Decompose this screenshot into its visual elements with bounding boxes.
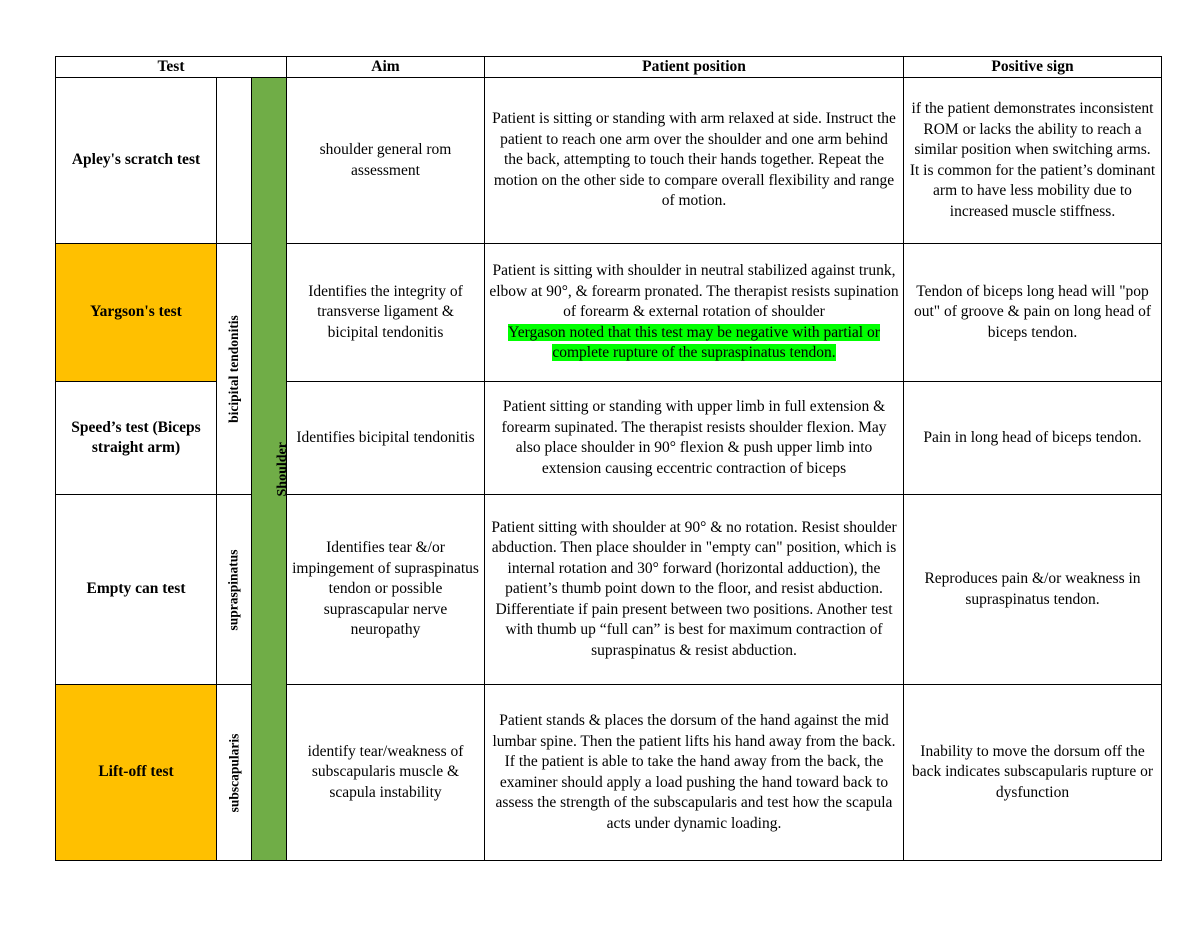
positive-sign-cell: Tendon of biceps long head will "pop out" of groove & pain on long head of biceps tendon.: [904, 244, 1162, 382]
positive-sign-cell: Inability to move the dorsum off the back indicates subscapularis rupture or dysfunction: [904, 685, 1162, 861]
aim-cell: shoulder general rom assessment: [287, 78, 485, 244]
table-row: [56, 495, 1162, 685]
muscle-cell-empty: [217, 78, 252, 244]
header-positive-sign: Positive sign: [904, 57, 1162, 78]
position-cell: [485, 244, 904, 382]
aim-cell: Identifies bicipital tendonitis: [287, 382, 485, 495]
table-row: [56, 685, 1162, 861]
header-test: Test: [56, 57, 287, 78]
muscle-label: supraspinatus: [226, 548, 242, 631]
position-cell: Patient is sitting or standing with arm relaxed at side. Instruct the patient to reach one arm over the shoulder and one arm behind the back, attempting to touch their hands together. Repeat the motion on the other side to compare overall flexibility and range of motion.: [485, 78, 904, 244]
position-cell: Patient stands & places the dorsum of the hand against the mid lumbar spine. Then the patient lifts his hand away from the back. If the patient is able to take the hand away from the back, the examiner should apply a load pushing the hand toward back to assess the strength of the subscapularis and test how the scapula acts under dynamic loading.: [485, 685, 904, 861]
muscle-label: subscapularis: [226, 733, 241, 812]
region-cell: [252, 78, 290, 861]
muscle-cell: [217, 244, 252, 495]
position-highlight-note: Yergason noted that this test may be negative with partial or complete rupture of the supraspinatus tendon.: [508, 323, 880, 362]
region-label: Shoulder: [274, 442, 290, 497]
header-row: [56, 57, 1162, 78]
positive-sign-cell: if the patient demonstrates inconsistent ROM or lacks the ability to reach a similar position when switching arms. It is common for the patient’s dominant arm to have less mobility due to increased muscle stiffness.: [904, 78, 1162, 244]
position-cell: Patient sitting with shoulder at 90° & no rotation. Resist shoulder abduction. Then place shoulder in "empty can" position, which is internal rotation and 30° forward (horizontal adduction), the patient’s thumb point down to the floor, and resist abduction. Differentiate if pain present between two positions. Another test with thumb up “full can” is best for maximum contraction of supraspinatus & resist abduction.: [485, 495, 904, 685]
header-aim: Aim: [287, 57, 485, 78]
clinical-tests-table: [55, 56, 1162, 861]
test-name-cell: Yargson's test: [56, 244, 217, 382]
aim-cell: Identifies the integrity of transverse ligament & bicipital tendonitis: [287, 244, 485, 382]
position-text: Patient is sitting with shoulder in neutral stabilized against trunk, elbow at 90°, & forearm pronated. The therapist resists supination of forearm & external rotation of shoulder: [489, 262, 899, 321]
test-name-cell: Empty can test: [56, 495, 217, 685]
position-cell: Patient sitting or standing with upper limb in full extension & forearm supinated. The therapist resists shoulder flexion. May also place shoulder in 90° flexion & push upper limb into extension causing eccentric contraction of biceps: [485, 382, 904, 495]
aim-cell: identify tear/weakness of subscapularis muscle & scapula instability: [287, 685, 485, 861]
muscle-label: bicipital tendonitis: [226, 315, 241, 423]
muscle-cell: [217, 495, 252, 685]
aim-cell: Identifies tear &/or impingement of supraspinatus tendon or possible suprascapular nerve neuropathy: [287, 495, 485, 685]
test-name-cell: Apley's scratch test: [56, 78, 217, 244]
header-position: Patient position: [485, 57, 904, 78]
table-row: [56, 244, 1162, 382]
test-name-cell: Lift-off test: [56, 685, 217, 861]
test-name-cell: Speed’s test (Biceps straight arm): [56, 382, 217, 495]
positive-sign-cell: Reproduces pain &/or weakness in supraspinatus tendon.: [904, 495, 1162, 685]
table-row: [56, 78, 1162, 244]
muscle-cell: [217, 685, 252, 861]
positive-sign-cell: Pain in long head of biceps tendon.: [904, 382, 1162, 495]
